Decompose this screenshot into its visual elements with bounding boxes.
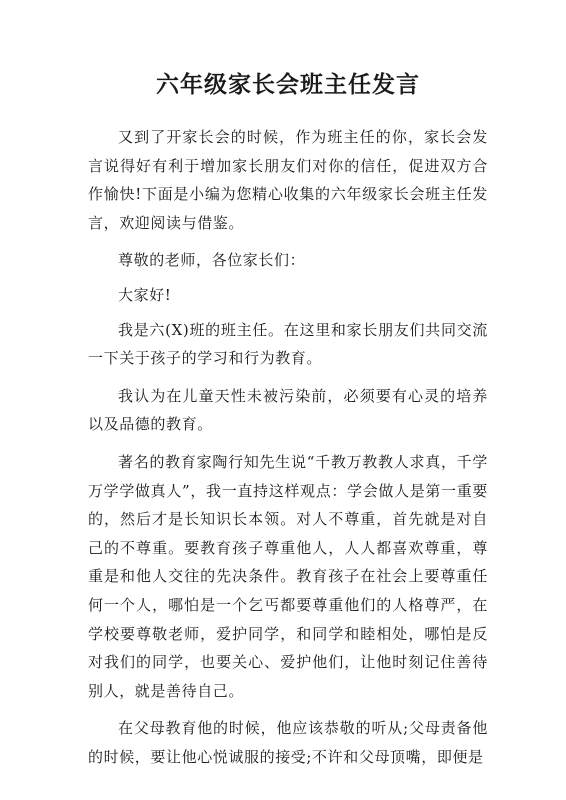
paragraph-parents: 在父母教育他的时候，他应该恭敬的听从;父母责备他的时候，要让他心悦诚服的接受;不许和父母顶嘴，即便是 (88, 719, 488, 766)
paragraph-moral-education: 我认为在儿童天性未被污染前，必须要有心灵的培养以及品德的教育。 (88, 386, 488, 434)
document-title: 六年级家长会班主任发言 (156, 71, 420, 98)
paragraph-greeting: 大家好! (118, 285, 172, 304)
paragraph-self-introduction: 我是六(X)班的班主任。在这里和家长朋友们共同交流一下关于孩子的学习和行为教育。 (88, 320, 488, 368)
paragraph-intro: 又到了开家长会的时候，作为班主任的你，家长会发言说得好有利于增加家长朋友们对你的信任，促进双方合作愉快!下面是小编为您精心收集的六年级家长会班主任发言，欢迎阅读与借鉴。 (88, 128, 488, 232)
paragraph-respect: 著名的教育家陶行知先生说“千教万教教人求真，千学万学学做真人”，我一直持这样观点：学会做人是第一重要的，然后才是长知识长本领。对人不尊重，首先就是对自己的不尊重。要教育孩子尊重他人，人人都喜欢尊重，尊重是和他人交往的先决条件。教育孩子在社会上要尊重任何一个人，哪怕是一个乞丐都要尊重他们的人格尊严，在学校要尊敬老师，爱护同学，和同学和睦相处，哪怕是反对我们的同学，也要关心、爱护他们，让他时刻记住善待别人，就是善待自己。 (88, 452, 488, 700)
paragraph-salutation: 尊敬的老师，各位家长们： (118, 251, 306, 270)
